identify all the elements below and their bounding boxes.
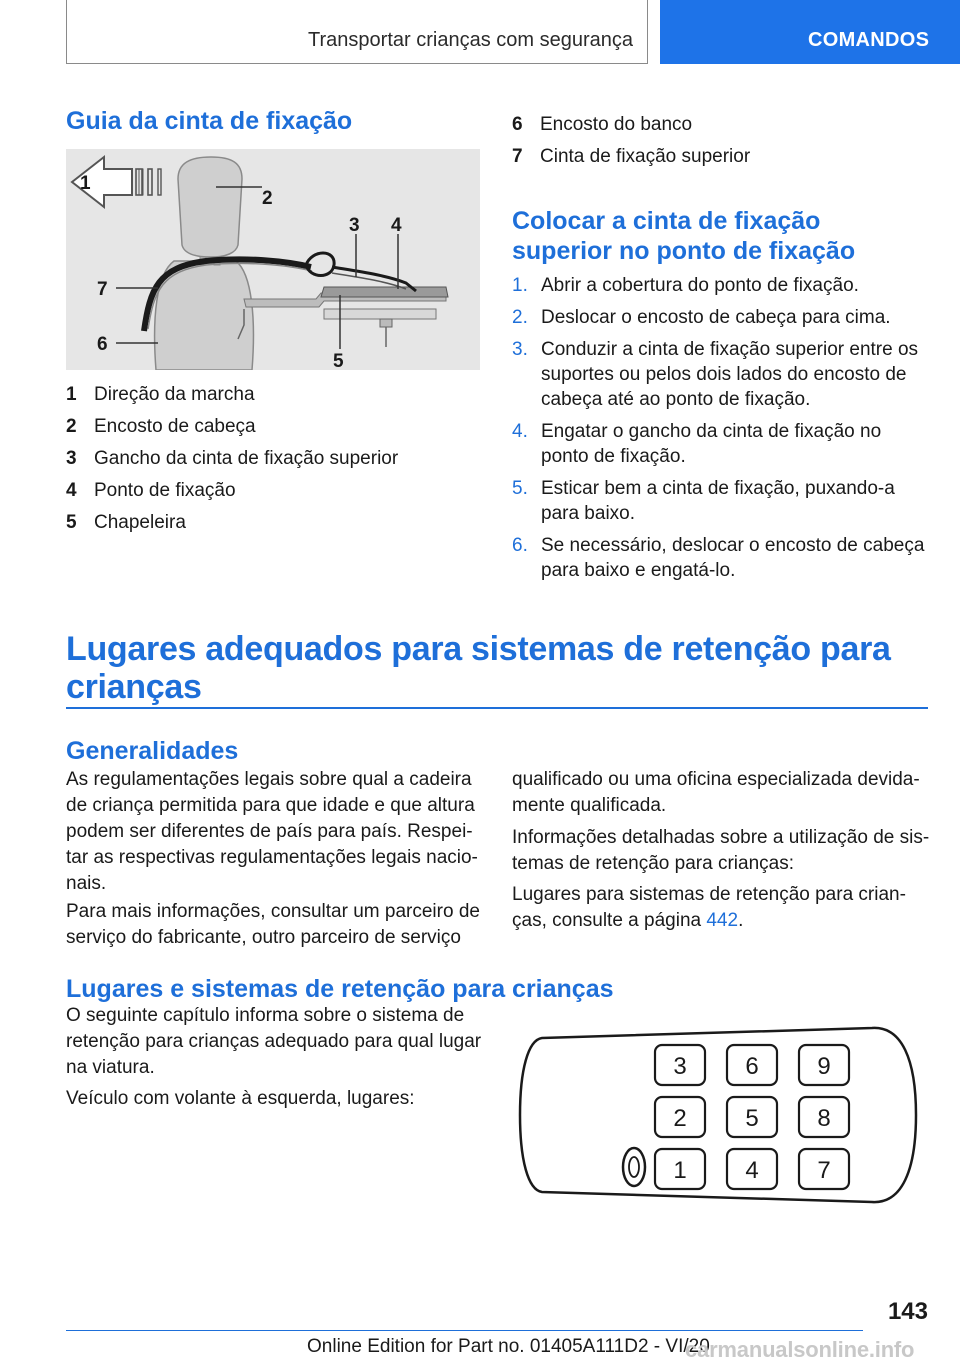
seat-position-figure: [512, 1020, 928, 1210]
header-section-tab: [66, 0, 648, 64]
figure-label-4: 4: [391, 215, 402, 236]
legend-number: 1: [66, 384, 77, 405]
figure-label-7: 7: [97, 279, 108, 300]
legend-text: Encosto do banco: [540, 114, 693, 135]
step-text: Deslocar o encosto de cabeça para cima.: [541, 307, 891, 328]
footer-rule: [66, 1330, 863, 1331]
lugares-heading-line: Lugares adequados para sistemas de retenção para: [66, 630, 891, 668]
page-reference-link[interactable]: 442: [706, 910, 739, 931]
seat-number: 8: [817, 1105, 831, 1132]
step-number: 1.: [512, 275, 528, 296]
guia-heading: Guia da cinta de fixação: [66, 107, 353, 135]
legend-text: Gancho da cinta de fixação superior: [94, 448, 399, 469]
seat-number: 1: [673, 1157, 687, 1184]
page-number: 143: [887, 1298, 928, 1325]
legend-number: 5: [66, 512, 77, 533]
section-rule: [66, 707, 928, 709]
legend-number: 4: [66, 480, 77, 501]
paragraph-line: temas de retenção para crianças:: [512, 853, 794, 874]
step-number: 2.: [512, 307, 528, 328]
lugares-heading: [66, 630, 891, 706]
figure-label-5: 5: [333, 351, 344, 370]
generalidades-paragraph-2-cont: [512, 767, 932, 819]
step-number: 3.: [512, 339, 528, 360]
legend-text: Direção da marcha: [94, 384, 255, 405]
sistemas-paragraph-1: [66, 1003, 486, 1081]
step-number: 6.: [512, 535, 528, 556]
step-text: Engatar o gancho da cinta de fixação no ponto de fixação.: [541, 421, 882, 467]
figure-label-1: 1: [80, 173, 91, 194]
paragraph-line: nais.: [66, 873, 107, 894]
generalidades-paragraph-1: [66, 767, 486, 897]
paragraph-text: ças, consulte a página: [512, 910, 707, 931]
seat-number: 3: [673, 1053, 687, 1080]
paragraph-line: tar as respectivas regulamentações legais nacio-: [66, 847, 478, 868]
paragraph-line: O seguinte capítulo informa sobre o sistema de: [66, 1005, 465, 1026]
figure-label-6: 6: [97, 334, 108, 355]
seat-number: 5: [745, 1105, 759, 1132]
paragraph-line: [512, 908, 932, 934]
generalidades-paragraph-2: [66, 899, 486, 951]
generalidades-paragraph-4: [512, 882, 932, 934]
step-text: Conduzir a cinta de fixação superior entre os suportes ou pelos dois lados do encosto de cabeça até ao ponto de fixação.: [541, 339, 919, 410]
tether-guide-figure: [66, 149, 480, 370]
legend-text: Cinta de fixação superior: [540, 146, 751, 167]
legend-text: Ponto de fixação: [94, 480, 236, 501]
step-text: Abrir a cobertura do ponto de fixação.: [541, 275, 859, 296]
sistemas-heading: Lugares e sistemas de retenção para crianças: [66, 975, 614, 1003]
generalidades-paragraph-3: [512, 825, 932, 877]
step-item: [512, 337, 932, 412]
step-item: [512, 533, 932, 583]
paragraph-line: Veículo com volante à esquerda, lugares:: [66, 1088, 415, 1109]
seat-number: 4: [745, 1157, 759, 1184]
footer-edition: Online Edition for Part no. 01405A111D2 - VI/20: [307, 1336, 710, 1357]
step-item: [512, 273, 932, 298]
figure-label-3: 3: [349, 215, 360, 236]
seat-number: 2: [673, 1105, 687, 1132]
paragraph-line: mente qualificada.: [512, 795, 667, 816]
figure-label-2: 2: [262, 188, 273, 209]
step-text: Esticar bem a cinta de fixação, puxando-a para baixo.: [541, 478, 895, 524]
lugares-heading-line: crianças: [66, 668, 202, 706]
legend-number: 3: [66, 448, 77, 469]
colocar-heading: [512, 206, 855, 266]
legend-number: 7: [512, 146, 523, 167]
paragraph-line: As regulamentações legais sobre qual a cadeira: [66, 769, 472, 790]
colocar-heading-line: superior no ponto de fixação: [512, 237, 856, 265]
watermark: carmanualsonline.info: [685, 1337, 915, 1362]
legend-number: 6: [512, 114, 523, 135]
paragraph-line: de criança permitida para que idade e que altura: [66, 795, 475, 816]
paragraph-line: na viatura.: [66, 1057, 155, 1078]
step-item: [512, 419, 932, 469]
paragraph-line: Informações detalhadas sobre a utilização de sis-: [512, 827, 930, 848]
paragraph-text: .: [738, 910, 744, 931]
header-chapter-tab: [660, 0, 960, 64]
colocar-heading-line: Colocar a cinta de fixação: [512, 207, 821, 235]
sistemas-paragraph-2: [66, 1086, 486, 1112]
seat-number: 9: [817, 1053, 831, 1080]
legend-text: Encosto de cabeça: [94, 416, 256, 437]
step-number: 5.: [512, 478, 528, 499]
step-item: [512, 476, 932, 526]
paragraph-line: Lugares para sistemas de retenção para crian-: [512, 884, 906, 905]
paragraph-line: Para mais informações, consultar um parceiro de: [66, 901, 480, 922]
header-chapter-title: COMANDOS: [808, 29, 930, 51]
header-section-title: Transportar crianças com segurança: [308, 29, 633, 51]
seat-number: 6: [745, 1053, 759, 1080]
paragraph-line: qualificado ou uma oficina especializada devida-: [512, 769, 920, 790]
step-text: Se necessário, deslocar o encosto de cabeça para baixo e engatá-lo.: [541, 535, 925, 581]
generalidades-heading: Generalidades: [66, 737, 239, 765]
seat-number: 7: [817, 1157, 831, 1184]
legend-number: 2: [66, 416, 77, 437]
paragraph-line: podem ser diferentes de país para país. Respei-: [66, 821, 473, 842]
seat-position-diagram: [512, 1020, 928, 1210]
legend-text: Chapeleira: [94, 512, 186, 533]
step-number: 4.: [512, 421, 528, 442]
tether-guide-illustration: [66, 149, 480, 370]
paragraph-line: serviço do fabricante, outro parceiro de serviço: [66, 927, 461, 948]
step-item: [512, 305, 932, 330]
paragraph-line: retenção para crianças adequado para qual lugar: [66, 1031, 482, 1052]
